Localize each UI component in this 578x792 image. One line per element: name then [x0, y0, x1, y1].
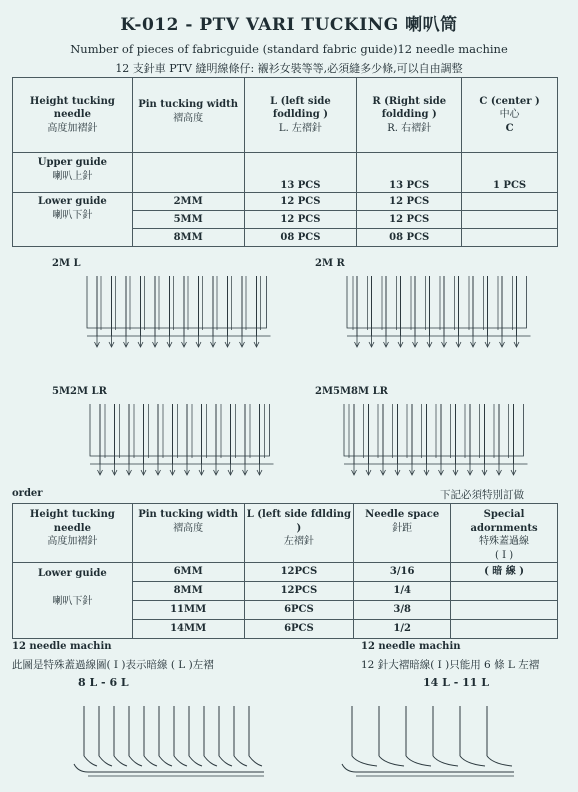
- table-cell: 3/16: [354, 563, 451, 582]
- header-pin: Pin tucking width 褶高度: [132, 504, 244, 563]
- bottom-right-heading: 12 needle machin: [361, 641, 461, 652]
- header-special: Special adornments 特殊蓋過線 ( I ): [451, 504, 558, 563]
- diagram-label-5m2mlr: 5M2M LR: [52, 386, 107, 397]
- fold-diagram-left: [70, 700, 285, 788]
- table-cell-empty: [462, 211, 558, 229]
- tuck-diagram-5m2mlr: [88, 398, 278, 483]
- table-row: [13, 153, 558, 193]
- fabric-outline: [347, 276, 527, 328]
- table-cell: 2MM: [132, 193, 244, 211]
- header-right: R (Right side foldding ) R. 右褶針: [357, 78, 462, 153]
- table-cell-empty: [462, 193, 558, 211]
- fold-curve: [144, 756, 157, 766]
- header-height: Height tucking needle 高度加褶針: [13, 78, 133, 153]
- upper-left-count: 13 PCS: [244, 153, 357, 193]
- table-cell: 3/8: [354, 601, 451, 620]
- table-cell: 6MM: [132, 563, 244, 582]
- table-cell: 8MM: [132, 229, 244, 247]
- diagram-label-2m5m8mlr: 2M5M8M LR: [315, 386, 388, 397]
- table-cell: 08 PCS: [244, 229, 357, 247]
- table-cell: 08 PCS: [357, 229, 462, 247]
- fold-curve: [460, 756, 485, 766]
- fabric-outline: [90, 404, 270, 456]
- table-header-row: [13, 504, 558, 563]
- table-cell: 14MM: [132, 620, 244, 639]
- table-cell-empty: [132, 153, 244, 193]
- tuck-diagram-2m5m8mlr: [342, 398, 532, 483]
- fold-curve: [487, 756, 512, 766]
- table-cell: 6PCS: [244, 601, 354, 620]
- order-label: order: [12, 488, 43, 499]
- table-cell: [451, 620, 558, 639]
- fold-curve: [406, 756, 431, 766]
- table-cell: 12 PCS: [244, 211, 357, 229]
- table-cell: [451, 582, 558, 601]
- header-center: C (center ) 中心 C: [462, 78, 558, 153]
- fabric-outline: [87, 276, 267, 328]
- table-row: [13, 563, 558, 582]
- fold-curve: [204, 756, 217, 766]
- subtitle-english: Number of pieces of fabricguide (standard fabric guide)12 needle machine: [70, 42, 508, 56]
- order-note: 下記必須特別訂做: [440, 489, 524, 501]
- table-cell: 12 PCS: [357, 211, 462, 229]
- bottom-right-note: 12 針大褶暗線( I )只能用 6 條 L 左褶: [361, 659, 540, 671]
- upper-center-count: 1 PCS: [462, 153, 558, 193]
- fold-diagram-right: [338, 700, 538, 788]
- fold-curve: [129, 756, 142, 766]
- header-pin: Pin tucking width 褶高度: [132, 78, 244, 153]
- fold-curve: [159, 756, 172, 766]
- header-space: Needle space 針距: [354, 504, 451, 563]
- fold-curve: [352, 756, 377, 766]
- table-cell: 1/2: [354, 620, 451, 639]
- lower-guide-label: Lower guide 喇叭下針: [13, 193, 133, 247]
- table-cell: 8MM: [132, 582, 244, 601]
- table-cell: 6PCS: [244, 620, 354, 639]
- bottom-right-caption: 14 L - 11 L: [423, 676, 489, 689]
- header-left: L (left side fodlding ) L. 左褶針: [244, 78, 357, 153]
- table-header-row: [13, 78, 558, 153]
- diagram-label-2mr: 2M R: [315, 258, 345, 269]
- fold-curve: [99, 756, 112, 766]
- fold-curve: [174, 756, 187, 766]
- fold-curve: [249, 756, 262, 766]
- table-cell: 12PCS: [244, 563, 354, 582]
- order-table: [12, 503, 558, 639]
- table-cell: 5MM: [132, 211, 244, 229]
- table-row: [13, 193, 558, 211]
- fabric-outline: [344, 404, 524, 456]
- fold-curve: [84, 756, 97, 766]
- upper-guide-label: Upper guide 喇叭上針: [13, 153, 133, 193]
- table-cell: 11MM: [132, 601, 244, 620]
- lower-guide-label: Lower guide 喇叭下針: [13, 563, 133, 639]
- fold-curve: [379, 756, 404, 766]
- fold-curve: [234, 756, 247, 766]
- bottom-left-heading: 12 needle machin: [12, 641, 112, 652]
- table-cell: ( 暗 線 ): [451, 563, 558, 582]
- fold-curve: [189, 756, 202, 766]
- bottom-left-caption: 8 L - 6 L: [78, 676, 129, 689]
- table-cell: 12PCS: [244, 582, 354, 601]
- bottom-left-note: 此圖是特殊蓋過線圖( I )表示暗線 ( L )左褶: [12, 659, 214, 671]
- table-cell: 12 PCS: [357, 193, 462, 211]
- fold-curve: [114, 756, 127, 766]
- diagram-label-2ml: 2M L: [52, 258, 81, 269]
- upper-right-count: 13 PCS: [357, 153, 462, 193]
- page-title: K-012 - PTV VARI TUCKING 喇叭筒: [120, 15, 458, 35]
- guide-count-table: [12, 77, 558, 247]
- tuck-diagram-2ml: [85, 270, 275, 355]
- header-left: L (left side fdlding ) 左褶針: [244, 504, 354, 563]
- table-cell: 1/4: [354, 582, 451, 601]
- tuck-diagram-2mr: [345, 270, 535, 355]
- table-cell-empty: [462, 229, 558, 247]
- fold-curve: [219, 756, 232, 766]
- table-cell: 12 PCS: [244, 193, 357, 211]
- table-cell: [451, 601, 558, 620]
- fold-curve: [433, 756, 458, 766]
- header-height: Height tucking needle 高度加褶針: [13, 504, 133, 563]
- subtitle-chinese: 12 支針車 PTV 縫明線條仔: 襯衫女裝等等,必須縫多少條,可以自由調整: [115, 62, 463, 75]
